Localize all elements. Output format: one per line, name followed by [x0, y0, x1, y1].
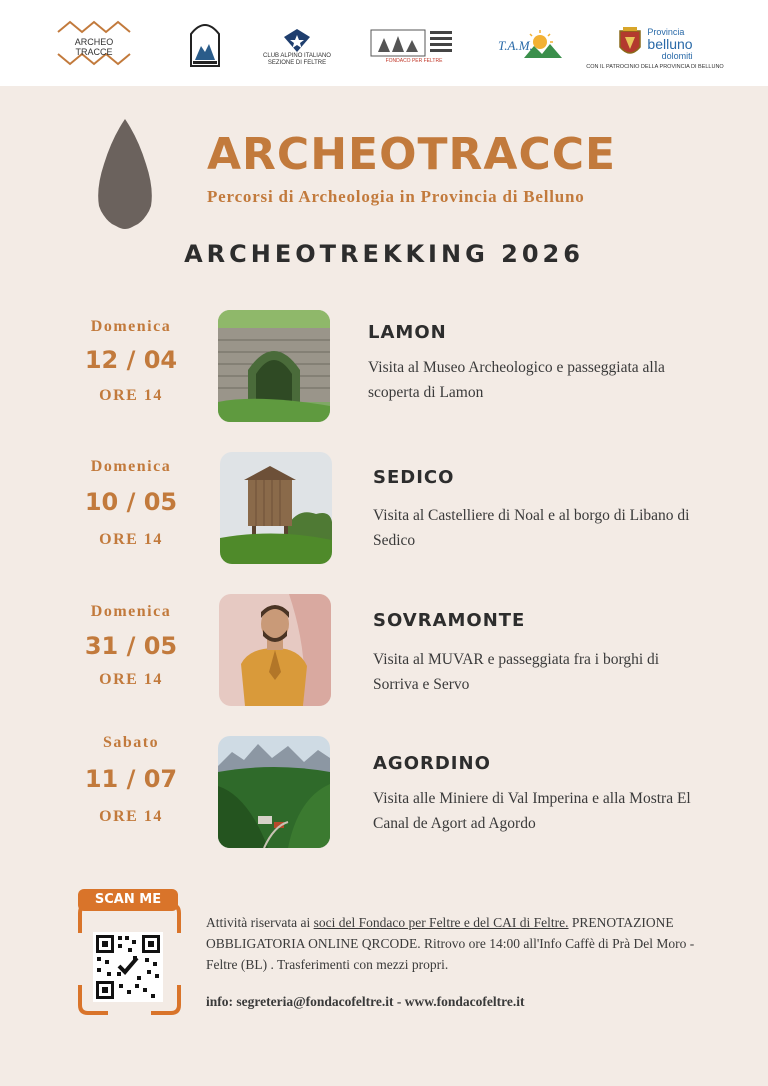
cai-star-icon [282, 27, 312, 53]
provincia-line3: dolomiti [661, 50, 693, 61]
association-seal-logo [187, 20, 223, 68]
info-members-link[interactable]: soci del Fondaco per Feltre e del CAI di Feltre. [313, 915, 569, 930]
event-day: Domenica [90, 458, 172, 475]
seal-graphic [187, 20, 223, 68]
archeotracce-logo [56, 20, 132, 66]
sedico-tower-photo [220, 452, 332, 564]
coat-of-arms-icon [617, 27, 643, 61]
event-time: ORE 14 [99, 808, 163, 825]
sovramonte-figure-illustration [219, 594, 331, 706]
event-title: ARCHEOTREKKING 2026 [184, 240, 584, 268]
info-rest: PRENOTAZIONE OBBLIGATORIA ONLINE QRCODE. Ritrovo ore 14:00 all'Info Caffè di Prà Del Moro - Feltre (BL) . Trasferimenti con mezzi propri. [206, 915, 695, 972]
cai-line2: SEZIONE DI FELTRE [267, 60, 327, 66]
booking-qr-code[interactable] [93, 932, 163, 1002]
event-date: 10 / 05 [84, 488, 178, 516]
event-description: Visita alle Miniere di Val Imperina e alla Mostra El Canal de Agort ad Agordo [373, 790, 691, 832]
event-place: LAMON [368, 322, 447, 343]
lamon-bridge-photo [218, 310, 330, 422]
event-date: 31 / 05 [84, 632, 178, 660]
info-prefix: Attività riservata ai [206, 915, 314, 930]
event-date: 12 / 04 [84, 346, 178, 374]
cai-feltre-logo [262, 24, 332, 70]
event-time: ORE 14 [99, 671, 163, 688]
event-place: SOVRAMONTE [373, 610, 526, 631]
contact-info[interactable]: info: segreteria@fondacofeltre.it - www.fondacofeltre.it [206, 994, 525, 1009]
brand-subtitle: Percorsi di Archeologia in Provincia di Belluno [207, 187, 585, 206]
event-description: Visita al Castelliere di Noal e al borgo di Libano di Sedico [373, 507, 690, 549]
event-day: Sabato [102, 734, 160, 751]
provincia-line1: Provincia [647, 26, 685, 37]
event-place: SEDICO [373, 467, 455, 488]
agordino-valley-photo [218, 736, 330, 848]
provincia-belluno-logo [586, 22, 724, 74]
tam-logo [496, 22, 564, 68]
event-day: Domenica [90, 603, 172, 620]
fondaco-logo [370, 24, 458, 68]
flint-arrowhead-icon [94, 118, 156, 230]
archeotracce-logo-text: ARCHEO TRACCE [74, 37, 114, 57]
scan-me-badge: SCAN ME [78, 889, 178, 911]
event-time: ORE 14 [99, 387, 163, 404]
patrocinio-text: CON IL PATROCINIO DELLA PROVINCIA DI BELLUNO [586, 63, 724, 70]
event-place: AGORDINO [373, 753, 491, 774]
sponsor-logo-bar [0, 0, 768, 86]
cai-line1: CLUB ALPINO ITALIANO [263, 53, 331, 59]
event-day: Domenica [90, 318, 172, 335]
brand-title: ARCHEOTRACCE [207, 129, 617, 180]
event-date: 11 / 07 [84, 765, 178, 793]
tam-logo-text: T.A.M. [498, 38, 533, 53]
provincia-line2: belluno [647, 35, 693, 52]
fondaco-logo-text: FONDACO PER FELTRE [385, 58, 443, 64]
event-time: ORE 14 [99, 531, 163, 548]
event-description: Visita al MUVAR e passeggiata fra i borghi di Sorriva e Servo [373, 651, 660, 693]
fondaco-graphic [370, 28, 458, 58]
event-description: Visita al Museo Archeologico e passeggiata alla scoperta di Lamon [368, 359, 665, 401]
booking-info [206, 912, 696, 975]
